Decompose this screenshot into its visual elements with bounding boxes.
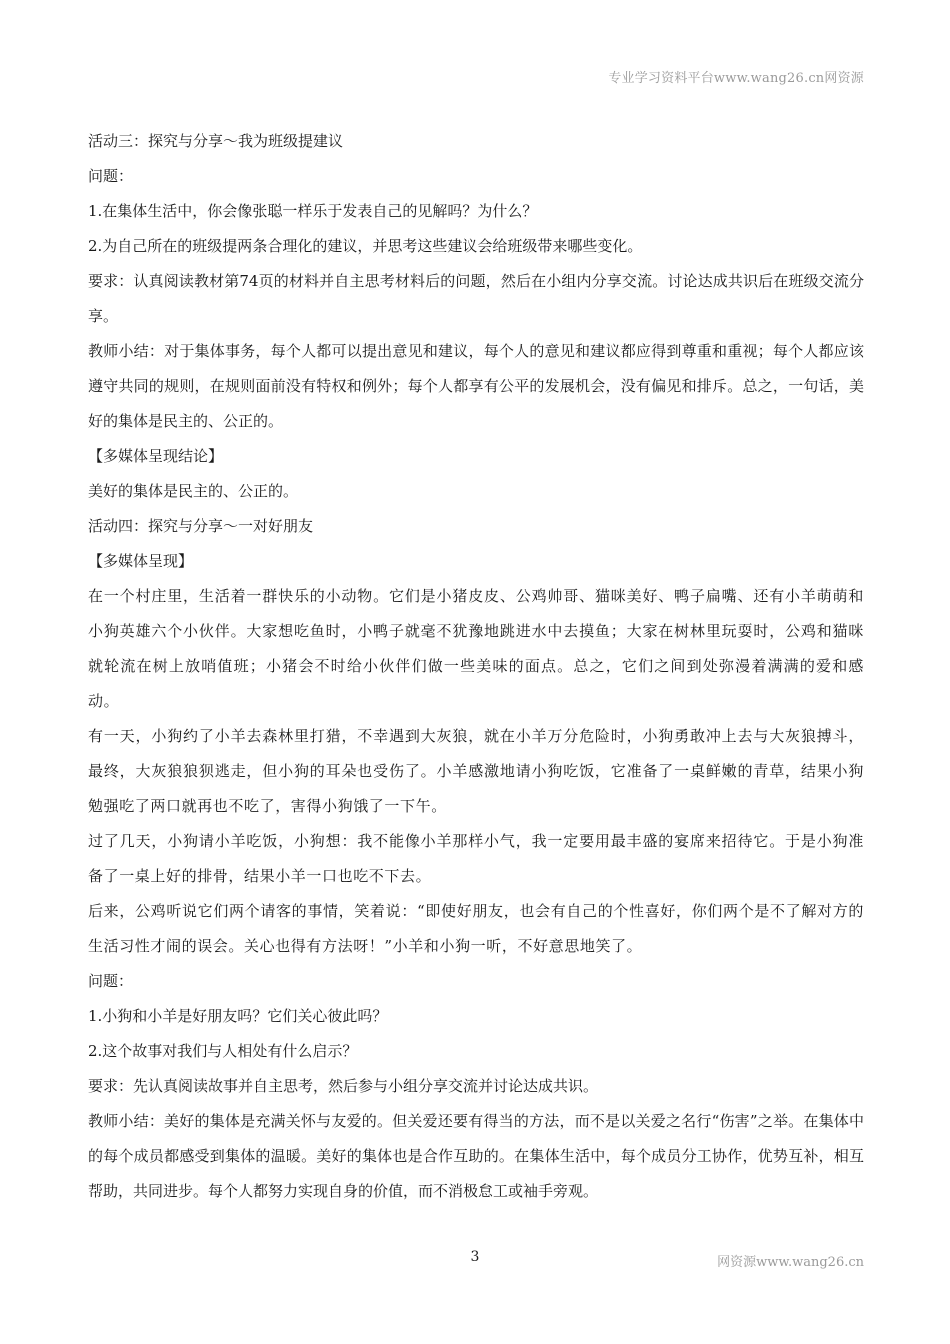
teacher-summary-paragraph: 教师小结：美好的集体是充满关怀与友爱的。但关爱还要有得当的方法，而不是以关爱之名行“伤害”之举。在集体中的每个成员都感受到集体的温暖。美好的集体也是合作互助的。在集体生活中，每个成员分工协作，优势互补，相互帮助，共同进步。每个人都努力实现自身的价值，而不消极怠工或袖手旁观。 [88, 1112, 864, 1200]
activity-three-heading: 活动三：探究与分享～我为班级提建议 [88, 132, 344, 150]
footer-watermark-text: 网资源www.wang26.cn [717, 1255, 864, 1270]
page-number: 3 [470, 1249, 480, 1265]
story-paragraph: 过了几天，小狗请小羊吃饭，小狗想：我不能像小羊那样小气，我一定要用最丰盛的宴席来招待它。于是小狗准备了一桌上好的排骨，结果小羊一口也吃不下去。 [88, 832, 864, 885]
multimedia-conclusion-label: 【多媒体呈现结论】 [88, 447, 224, 465]
activity-four-heading: 活动四：探究与分享～一对好朋友 [88, 517, 314, 535]
document-body [88, 124, 864, 1209]
requirement-paragraph: 要求：认真阅读教材第74页的材料并自主思考材料后的问题，然后在小组内分享交流。讨论达成共识后在班级交流分享。 [88, 272, 864, 325]
story-paragraph: 在一个村庄里，生活着一群快乐的小动物。它们是小猪皮皮、公鸡帅哥、猫咪美好、鸭子扁嘴、还有小羊萌萌和小狗英雄六个小伙伴。大家想吃鱼时，小鸭子就毫不犹豫地跳进水中去摸鱼；大家在树林里玩耍时，公鸡和猫咪就轮流在树上放哨值班；小猪会不时给小伙伴们做一些美味的面点。总之，它们之间到处弥漫着满满的爱和感动。 [88, 587, 864, 710]
story-paragraph: 后来，公鸡听说它们两个请客的事情，笑着说：“即使好朋友，也会有自己的个性喜好，你们两个是不了解对方的生活习性才闹的误会。关心也得有方法呀！”小羊和小狗一听，不好意思地笑了。 [88, 902, 864, 955]
story-paragraph: 有一天，小狗约了小羊去森林里打猎，不幸遇到大灰狼，就在小羊万分危险时，小狗勇敢冲上去与大灰狼搏斗，最终，大灰狼狼狈逃走，但小狗的耳朵也受伤了。小羊感激地请小狗吃饭，它准备了一桌鲜嫩的青草，结果小狗勉强吃了两口就再也不吃了，害得小狗饿了一下午。 [88, 727, 864, 815]
questions-label: 问题： [88, 972, 134, 990]
teacher-summary-paragraph: 教师小结：对于集体事务，每个人都可以提出意见和建议，每个人的意见和建议都应得到尊重和重视；每个人都应该遵守共同的规则，在规则面前没有特权和例外；每个人都享有公平的发展机会，没有偏见和排斥。总之，一句话，美好的集体是民主的、公正的。 [88, 342, 864, 430]
header-watermark-text: 专业学习资料平台www.wang26.cn网资源 [608, 71, 864, 86]
multimedia-label: 【多媒体呈现】 [88, 552, 194, 570]
conclusion-text: 美好的集体是民主的、公正的。 [88, 482, 299, 500]
question-1: 1.在集体生活中，你会像张聪一样乐于发表自己的见解吗？为什么？ [88, 202, 538, 220]
question-2: 2.这个故事对我们与人相处有什么启示？ [88, 1042, 358, 1060]
question-2: 2.为自己所在的班级提两条合理化的建议，并思考这些建议会给班级带来哪些变化。 [88, 237, 643, 255]
question-1: 1.小狗和小羊是好朋友吗？它们关心彼此吗？ [88, 1007, 388, 1025]
questions-label: 问题： [88, 167, 134, 185]
requirement-paragraph: 要求：先认真阅读故事并自主思考，然后参与小组分享交流并讨论达成共识。 [88, 1077, 599, 1095]
